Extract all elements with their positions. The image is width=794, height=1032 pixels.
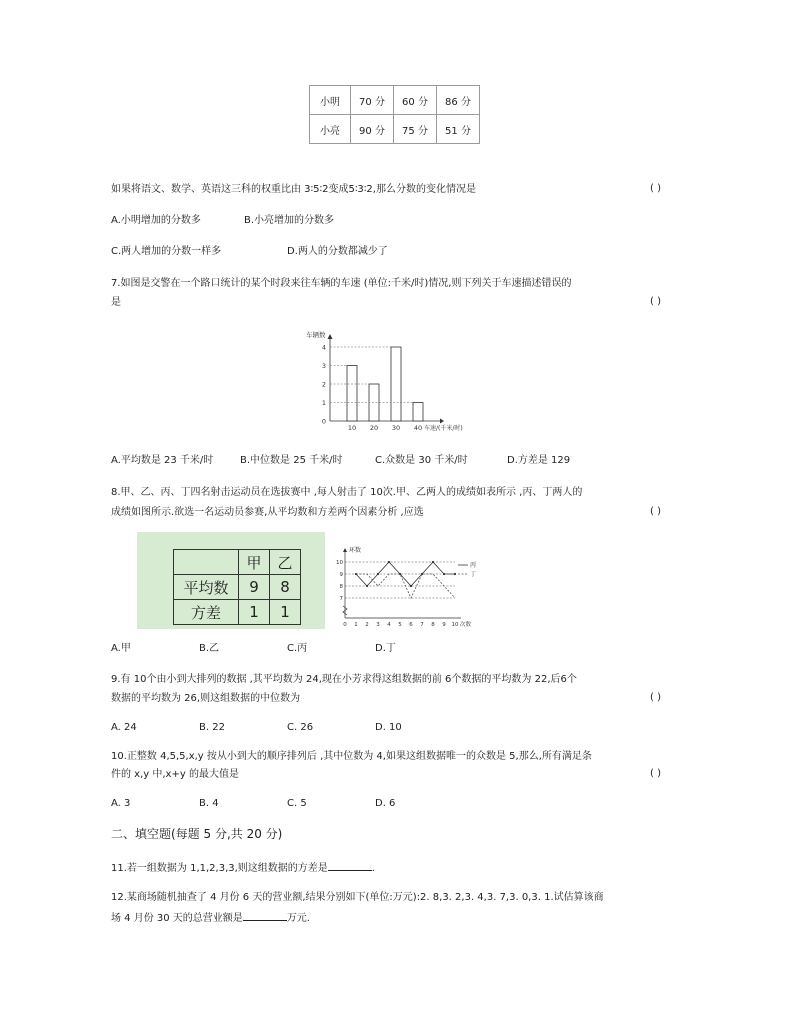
q7-option-d: D.方差是 129 — [507, 455, 571, 466]
q12-line2 — [111, 910, 310, 926]
q7-stem-line2: 是 — [111, 297, 121, 308]
table-row — [310, 115, 480, 144]
x-tick-label: 9 — [442, 622, 446, 628]
x-tick-label: 5 — [398, 622, 402, 628]
x-tick-label: 4 — [387, 622, 391, 628]
q6-option-b: B.小亮增加的分数多 — [244, 215, 335, 226]
x-tick-label: 1 — [354, 622, 358, 628]
y-tick-label: 9 — [339, 572, 343, 578]
stats-cell: 1 — [239, 600, 270, 625]
x-axis-label: 车速/(千米/时) — [424, 425, 463, 432]
y-tick-label: 2 — [321, 380, 326, 389]
stats-label-variance: 方差 — [174, 600, 239, 625]
score-cell: 75 分 — [394, 115, 437, 144]
q6-option-c: C.两人增加的分数一样多 — [111, 246, 222, 257]
x-axis-label: 次数 — [460, 622, 472, 628]
q7-option-a: A.平均数是 23 千米/时 — [111, 455, 214, 466]
bar — [347, 366, 357, 422]
q7-stem-line1: 7.如图是交警在一个路口统计的某个时段来往车辆的车速 (单位:千米/时)情况,则下列关于车速描述错误的 — [111, 278, 572, 289]
stats-cell: 8 — [270, 575, 301, 600]
bar — [391, 347, 401, 421]
series-point — [432, 561, 434, 563]
stats-header-blank — [174, 550, 239, 575]
q8-option-b: B.乙 — [199, 643, 220, 654]
q10-option-a: A. 3 — [111, 798, 131, 809]
table-row — [310, 86, 480, 115]
section-title: 二、填空题(每题 5 分,共 20 分) — [111, 827, 283, 841]
speed-bar-chart — [290, 326, 500, 438]
x-tick-label: 3 — [376, 622, 380, 628]
y-tick-label: 3 — [321, 362, 326, 370]
y-axis-label: 车辆数 — [306, 331, 326, 339]
table-row — [174, 550, 301, 575]
stats-header-yi: 乙 — [270, 550, 301, 575]
q10-stem-line1: 10.正整数 4,5,5,x,y 按从小到大的顺序排列后 ,其中位数为 4,如果这组数据唯一的众数是 5,那么,所有满足条 — [111, 751, 592, 762]
q12-text-end: 万元. — [286, 913, 310, 924]
score-cell: 90 分 — [351, 115, 394, 144]
q12-line1: 12.某商场随机抽查了 4 月份 6 天的营业额,结果分别如下(单位:万元):2. 8,3. 2,3. 4,3. 7,3. 0,3. 1.试估算该商 — [111, 892, 604, 903]
y-tick-label: 0 — [321, 417, 326, 426]
q10-bracket: ( ) — [650, 768, 661, 779]
x-tick-label: 40 — [413, 424, 423, 432]
q9-option-a: A. 24 — [111, 722, 137, 733]
q9-stem-line2: 数据的平均数为 26,则这组数据的中位数为 — [111, 693, 301, 704]
legend-label: 丙 — [470, 562, 477, 569]
score-table — [309, 85, 480, 144]
y-axis-arrow — [343, 548, 347, 552]
q8-stem-line2: 成绩如图所示.欲选一名运动员参赛,从平均数和方差两个因素分析 ,应选 — [111, 507, 424, 518]
series-point — [377, 573, 379, 575]
q11-text-end: . — [371, 863, 375, 874]
x-tick-label: 10 — [347, 424, 357, 432]
stats-table — [173, 549, 301, 625]
y-tick-label: 10 — [336, 560, 343, 566]
q11 — [111, 860, 375, 876]
q6-option-a: A.小明增加的分数多 — [111, 215, 201, 226]
q9-bracket: ( ) — [650, 692, 661, 703]
x-tick-label: 20 — [369, 424, 379, 432]
x-tick-label: 30 — [391, 424, 401, 432]
y-axis-arrow — [328, 334, 333, 339]
q9-option-c: C. 26 — [287, 722, 314, 733]
y-tick-label: 1 — [321, 399, 326, 407]
score-cell: 86 分 — [437, 86, 480, 115]
series-point — [443, 573, 445, 575]
series-point — [410, 585, 412, 587]
q10-option-b: B. 4 — [199, 798, 219, 809]
x-tick-label: 7 — [420, 622, 424, 628]
q11-answer-blank[interactable] — [328, 860, 372, 871]
student-name: 小亮 — [310, 115, 351, 144]
q7-option-b: B.中位数是 25 千米/时 — [240, 455, 343, 466]
q7-option-c: C.众数是 30 千米/时 — [375, 455, 468, 466]
x-tick-label: 0 — [343, 622, 347, 628]
q8-option-c: C.丙 — [287, 643, 308, 654]
q11-text: 11.若一组数据为 1,1,2,3,3,则这组数据的方差是 — [111, 863, 328, 874]
stats-label-mean: 平均数 — [174, 575, 239, 600]
table-row — [174, 575, 301, 600]
q8-option-a: A.甲 — [111, 643, 131, 654]
q9-option-d: D. 10 — [375, 722, 402, 733]
q6-option-d: D.两人的分数都减少了 — [287, 246, 388, 257]
stats-cell: 1 — [270, 600, 301, 625]
y-tick-label: 7 — [339, 596, 343, 602]
stats-header-jia: 甲 — [239, 550, 270, 575]
q8-option-d: D.丁 — [375, 643, 396, 654]
score-cell: 60 分 — [394, 86, 437, 115]
x-tick-label: 10 — [451, 622, 459, 628]
q8-stem-line1: 8.甲、乙、丙、丁四名射击运动员在选拔赛中 ,每人射击了 10次.甲、乙两人的成绩如表所示 ,丙、丁两人的 — [111, 487, 583, 498]
y-tick-label: 8 — [339, 584, 343, 590]
series-point — [454, 573, 456, 575]
q12-answer-blank[interactable] — [243, 910, 287, 921]
score-cell: 51 分 — [437, 115, 480, 144]
q6-bracket: ( ) — [650, 183, 661, 194]
score-cell: 70 分 — [351, 86, 394, 115]
y-tick-label: 4 — [321, 343, 326, 352]
q10-option-d: D. 6 — [375, 798, 396, 809]
series-point — [366, 585, 368, 587]
q9-stem-line1: 9.有 10个由小到大排列的数据 ,其平均数为 24,现在小芳求得这组数据的前 6个数据的平均数为 22,后6个 — [111, 674, 577, 685]
axis-break-mark — [343, 606, 347, 615]
stats-cell: 9 — [239, 575, 270, 600]
student-name: 小明 — [310, 86, 351, 115]
x-tick-label: 2 — [365, 622, 369, 628]
q10-stem-line2: 件的 x,y 中,x+y 的最大值是 — [111, 769, 239, 780]
q8-bracket: ( ) — [650, 506, 661, 517]
bar — [413, 403, 423, 422]
table-row — [174, 600, 301, 625]
x-tick-label: 6 — [409, 622, 413, 628]
q9-option-b: B. 22 — [199, 722, 225, 733]
x-axis-arrow — [440, 419, 444, 424]
series-point — [388, 561, 390, 563]
shooting-line-chart — [336, 542, 496, 632]
q10-option-c: C. 5 — [287, 798, 307, 809]
q6-stem: 如果将语文、数学、英语这三科的权重比由 3∶5∶2变成5∶3∶2,那么分数的变化情况是 — [111, 184, 476, 195]
q7-bracket: ( ) — [650, 296, 661, 307]
legend-label: 丁 — [470, 571, 477, 578]
x-tick-label: 8 — [431, 622, 435, 628]
y-axis-label: 环数 — [349, 547, 362, 554]
q12-text: 场 4 月份 30 天的总营业额是 — [111, 913, 243, 924]
